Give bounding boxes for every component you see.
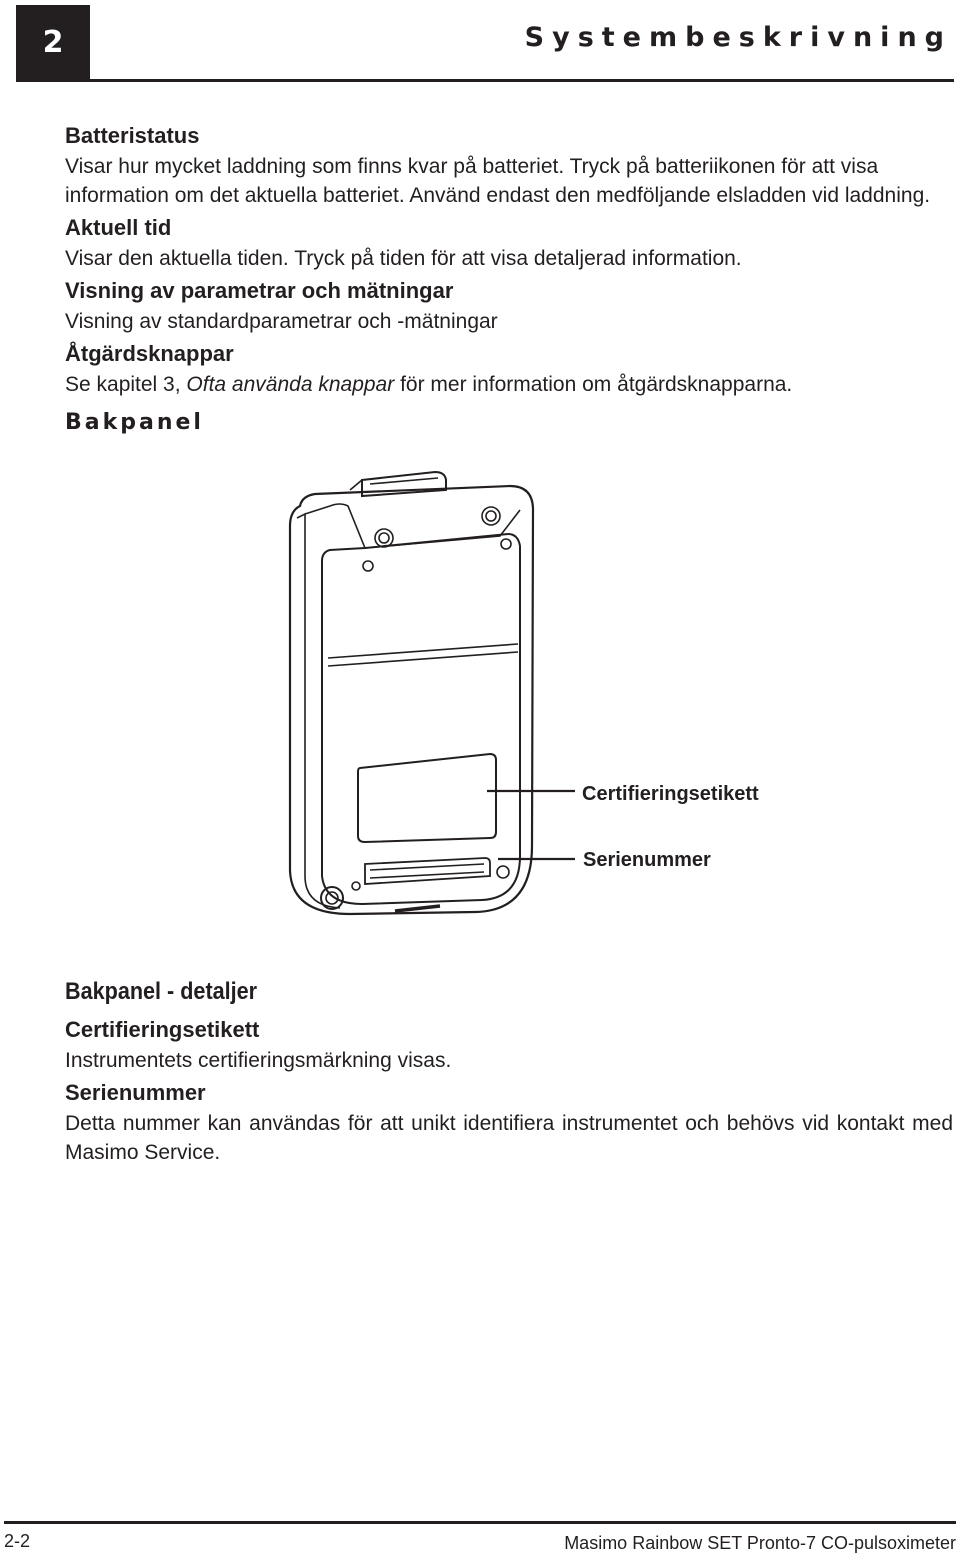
- details-title: Bakpanel - detaljer: [65, 978, 258, 1005]
- batteristatus-text: Visar hur mycket laddning som finns kvar på batteriet. Tryck på batteriikonen för att visa information om det aktuella batteriet. Använd endast den medföljande elsladden vid laddning.: [65, 155, 931, 207]
- details-content: [65, 972, 953, 1169]
- header-rule: [16, 79, 954, 82]
- footer-rule: [4, 1521, 956, 1524]
- certification-label-callout: Certifieringsetikett: [582, 783, 759, 805]
- certification-label-area: [358, 754, 496, 842]
- main-content: [65, 120, 953, 443]
- serial-text: Detta nummer kan användas för att unikt identifiera instrumentet och behövs vid kontakt med Masimo Service.: [65, 1112, 953, 1164]
- device-outline: [290, 486, 533, 914]
- chapter-number-box: [16, 5, 90, 79]
- bakpanel-heading: Bakpanel: [65, 410, 204, 435]
- visning-heading: Visning av parametrar och mätningar: [65, 278, 454, 303]
- aktuell-tid-heading: Aktuell tid: [65, 215, 172, 240]
- back-panel-illustration: [270, 466, 790, 926]
- cert-text: Instrumentets certifieringsmärkning visas.: [65, 1049, 452, 1072]
- serial-number-callout: Serienummer: [583, 849, 711, 871]
- serial-heading: Serienummer: [65, 1080, 206, 1105]
- chapter-number: 2: [42, 24, 64, 60]
- screw-holes: [363, 507, 511, 571]
- front-face: [322, 534, 520, 904]
- atgardsknappar-text-after: för mer information om åtgärdsknapparna.: [394, 373, 793, 396]
- aktuell-tid-text: Visar den aktuella tiden. Tryck på tiden för att visa detaljerad information.: [65, 247, 742, 270]
- atgardsknappar-heading: Åtgärdsknappar: [65, 341, 234, 366]
- footer-product: Masimo Rainbow SET Pronto-7 CO-pulsoximeter: [564, 1533, 956, 1553]
- atgardsknappar-text-before: Se kapitel 3,: [65, 373, 187, 396]
- page-number: 2-2: [4, 1531, 31, 1551]
- atgardsknappar-text: [65, 370, 953, 399]
- atgardsknappar-text-italic: Ofta använda knappar: [186, 373, 395, 396]
- batteristatus-heading: Batteristatus: [65, 123, 200, 148]
- cert-heading: Certifieringsetikett: [65, 1017, 260, 1042]
- serial-number-area: [365, 858, 490, 884]
- chapter-title: Systembeskrivning: [524, 22, 952, 53]
- visning-text: Visning av standardparametrar och -mätningar: [65, 310, 498, 333]
